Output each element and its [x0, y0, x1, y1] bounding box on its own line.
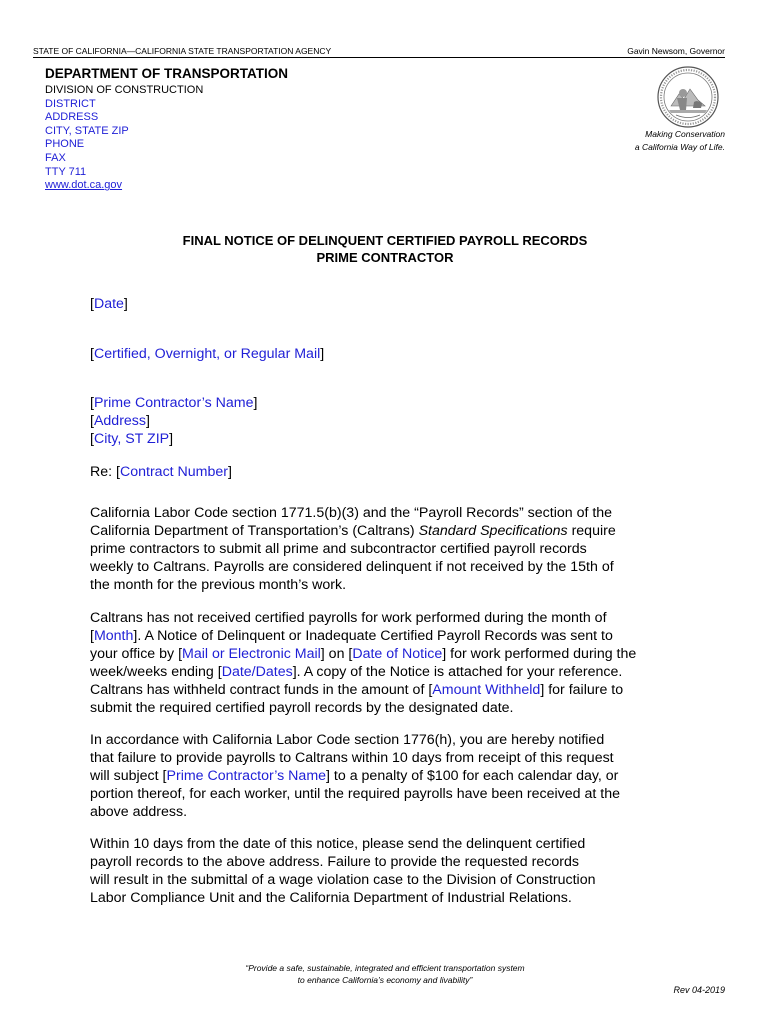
- division-name: DIVISION OF CONSTRUCTION: [45, 84, 204, 96]
- p2-line-3a: your office by: [90, 645, 179, 662]
- motto-line-2: a California Way of Life.: [634, 141, 725, 152]
- agency-line: STATE OF CALIFORNIA—CALIFORNIA STATE TRANSPORTATION AGENCY: [33, 46, 332, 56]
- p2-line-6: submit the required certified payroll records by the designated date.: [90, 699, 514, 716]
- p2-line-4b: . A copy of the Notice is attached for your reference.: [296, 663, 623, 680]
- prime-name-line: [Prime Contractor’s Name]: [90, 395, 258, 411]
- address-placeholder[interactable]: Address: [93, 412, 146, 429]
- header-divider: [33, 57, 725, 58]
- district-field: DISTRICT: [45, 97, 96, 110]
- p2-line-1: Caltrans has not received certified payrolls for work performed during the month of: [90, 610, 607, 626]
- p3-line-2: that failure to provide payrolls to Caltrans within 10 days from receipt of this request: [90, 749, 614, 766]
- p2-line-4: week/weeks ending [Date/Dates]. A copy of the Notice is attached for your reference.: [90, 663, 623, 680]
- conservation-motto: [635, 128, 725, 153]
- notice-title: FINAL NOTICE OF DELINQUENT CERTIFIED PAYROLL RECORDS: [182, 233, 588, 248]
- p2-line-2: [Month]. A Notice of Delinquent or Inadequate Certified Payroll Records was sent to: [90, 627, 613, 644]
- p3-line-3a: will subject: [90, 767, 163, 784]
- mail-type-placeholder[interactable]: Certified, Overnight, or Regular Mail: [93, 346, 321, 362]
- p2-line-5a: Caltrans has withheld contract funds in the amount of: [90, 681, 429, 698]
- mail-method-placeholder[interactable]: Mail or Electronic Mail: [182, 645, 321, 662]
- footer-quote: [0, 962, 770, 986]
- p2-line-2b: . A Notice of Delinquent or Inadequate Certified Payroll Records was sent to: [137, 627, 613, 644]
- p4-line-2: payroll records to the above address. Failure to provide the requested records: [90, 853, 579, 870]
- amount-withheld-placeholder[interactable]: Amount Withheld: [432, 681, 541, 698]
- date-of-notice-placeholder[interactable]: Date of Notice: [352, 645, 443, 662]
- p1-line-1: California Labor Code section 1771.5(b)(3) and the “Payroll Records” section of the: [90, 505, 613, 521]
- p4-line-1: Within 10 days from the date of this notice, please send the delinquent certified: [90, 836, 586, 852]
- p2-line-3b: on: [324, 645, 349, 662]
- mail-type-line: [Certified, Overnight, or Regular Mail]: [90, 346, 325, 362]
- contact-block: [45, 84, 203, 193]
- california-seal-icon: [657, 66, 719, 128]
- p2-line-3: your office by [Mail or Electronic Mail] on [Date of Notice] for work performed during the: [90, 645, 637, 662]
- p1-line-5: the month for the previous month’s work.: [90, 576, 347, 593]
- p4-line-3: will result in the submittal of a wage violation case to the Division of Construction: [90, 871, 596, 888]
- city-line: [City, ST ZIP]: [90, 430, 174, 447]
- p3-line-4: portion thereof, for each worker, until the required payrolls have been received at the: [90, 785, 620, 802]
- dates-placeholder[interactable]: Date/Dates: [221, 663, 293, 680]
- department-title: DEPARTMENT OF TRANSPORTATION: [45, 66, 288, 81]
- p1-line-2b: require: [567, 522, 616, 539]
- p2-line-5: Caltrans has withheld contract funds in the amount of [Amount Withheld] for failure to: [90, 681, 624, 698]
- paragraph-2: [90, 610, 690, 717]
- p3-line-1: In accordance with California Labor Code section 1776(h), you are hereby notified: [90, 732, 605, 748]
- date-line: [Date]: [90, 296, 128, 312]
- paragraph-4: [90, 836, 690, 908]
- phone-field: PHONE: [45, 138, 85, 151]
- address-field: ADDRESS: [45, 111, 99, 124]
- governor-line: Gavin Newsom, Governor: [627, 46, 725, 56]
- recipient-block: [90, 395, 690, 449]
- p2-line-4a: week/weeks ending: [90, 663, 218, 680]
- city-state-zip-field: CITY, STATE ZIP: [45, 124, 129, 137]
- revision-label: Rev 04-2019: [673, 985, 725, 995]
- p4-line-4: Labor Compliance Unit and the California Department of Industrial Relations.: [90, 889, 572, 906]
- notice-subtitle: PRIME CONTRACTOR: [316, 250, 454, 265]
- month-placeholder[interactable]: Month: [93, 627, 134, 644]
- date-placeholder[interactable]: Date: [93, 296, 124, 312]
- footer-quote-line-1: “Provide a safe, sustainable, integrated and efficient transportation system: [245, 963, 525, 973]
- motto-line-1: Making Conservation: [645, 129, 725, 139]
- p1-line-3: prime contractors to submit all prime and subcontractor certified payroll records: [90, 540, 587, 557]
- p3-line-3: will subject [Prime Contractor’s Name] to a penalty of $100 for each calendar day, or: [90, 767, 619, 784]
- p3-line-3b: to a penalty of $100 for each calendar day, or: [329, 767, 619, 784]
- p2-line-3c: for work performed during the: [446, 645, 637, 662]
- p1-line-4: weekly to Caltrans. Payrolls are considered delinquent if not received by the 15th of: [90, 558, 614, 575]
- p3-line-5: above address.: [90, 803, 188, 820]
- city-placeholder[interactable]: City, ST ZIP: [93, 430, 170, 447]
- contract-number-placeholder[interactable]: Contract Number: [119, 464, 229, 480]
- standard-specifications: Standard Specifications: [418, 522, 568, 539]
- paragraph-3: [90, 732, 690, 822]
- re-line: Re: [Contract Number]: [90, 464, 232, 480]
- prime-name-placeholder-2[interactable]: Prime Contractor’s Name: [166, 767, 327, 784]
- fax-field: FAX: [45, 151, 66, 164]
- p1-line-2a: California Department of Transportation’s (Caltrans): [90, 522, 419, 539]
- tty-field: TTY 711: [45, 165, 87, 178]
- address-line: [Address]: [90, 412, 150, 429]
- footer-quote-line-2: to enhance California’s economy and livability”: [297, 975, 473, 985]
- p1-line-2: [90, 523, 690, 541]
- paragraph-1: [90, 505, 690, 595]
- prime-name-placeholder[interactable]: Prime Contractor’s Name: [93, 395, 254, 411]
- re-label: Re:: [90, 464, 117, 480]
- p2-line-5b: for failure to: [544, 681, 624, 698]
- website-link[interactable]: www.dot.ca.gov: [45, 179, 123, 192]
